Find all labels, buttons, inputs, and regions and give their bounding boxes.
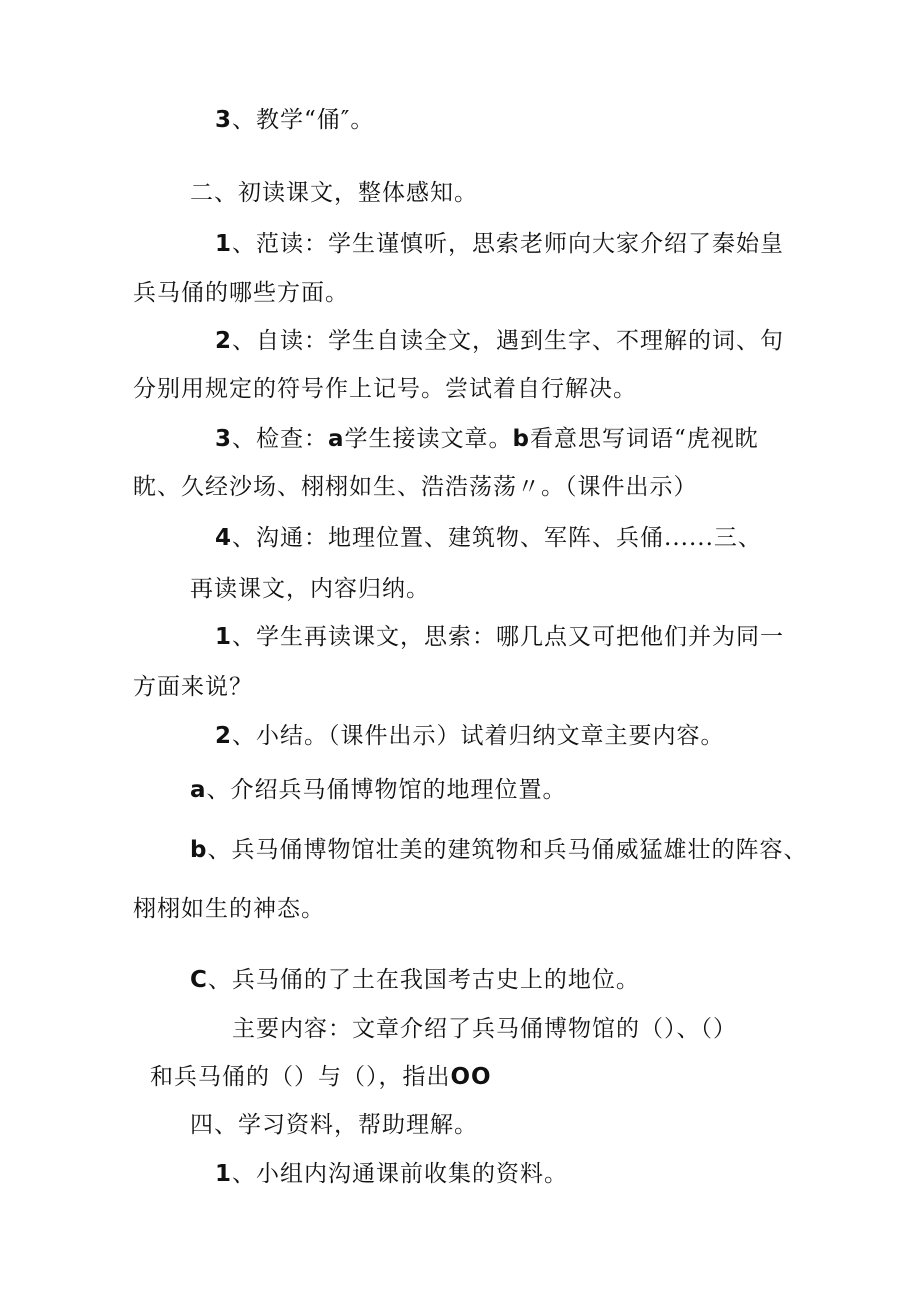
text-line: 2、小结。（课件出示）试着归纳文章主要内容。 [215, 723, 725, 749]
section-heading: 再读课文，内容归纳。 [190, 576, 430, 602]
text-line: 眈、久经沙场、栩栩如生、浩浩荡荡〃。（课件出示） [133, 474, 698, 500]
text-line: 1、范读：学生谨慎听，思索老师向大家介绍了秦始皇 [215, 231, 785, 257]
text-line: 栩栩如生的神态。 [133, 896, 325, 922]
text-line: 主要内容：文章介绍了兵马俑博物馆的（）、（） [232, 1016, 737, 1042]
text-line: 分别用规定的符号作上记号。尝试着自行解决。 [133, 376, 637, 402]
list-item: b、兵马俑博物馆壮美的建筑物和兵马俑威猛雄壮的阵容、 [190, 837, 808, 863]
list-item: C、兵马俑的了土在我国考古史上的地位。 [190, 967, 640, 993]
text-line: 3、教学“俑″。 [215, 107, 375, 133]
section-heading: 四、学习资料，帮助理解。 [190, 1112, 478, 1138]
section-heading: 二、初读课文，整体感知。 [190, 180, 478, 206]
text-line: 4、沟通：地理位置、建筑物、军阵、兵俑......三、 [215, 525, 762, 551]
text-line: 方面来说？ [133, 674, 253, 700]
text-line: 3、检查：a学生接读文章。b看意思写词语“虎视眈 [215, 426, 759, 452]
text-line: 兵马俑的哪些方面。 [133, 280, 349, 306]
text-line: 1、小组内沟通课前收集的资料。 [215, 1161, 569, 1187]
text-line: 2、自读：学生自读全文，遇到生字、不理解的词、句 [215, 328, 785, 354]
text-line: 和兵马俑的（）与（），指出OO [150, 1064, 492, 1090]
list-item: a、介绍兵马俑博物馆的地理位置。 [190, 777, 567, 803]
text-line: 1、学生再读课文，思索：哪几点又可把他们并为同一 [215, 624, 785, 650]
